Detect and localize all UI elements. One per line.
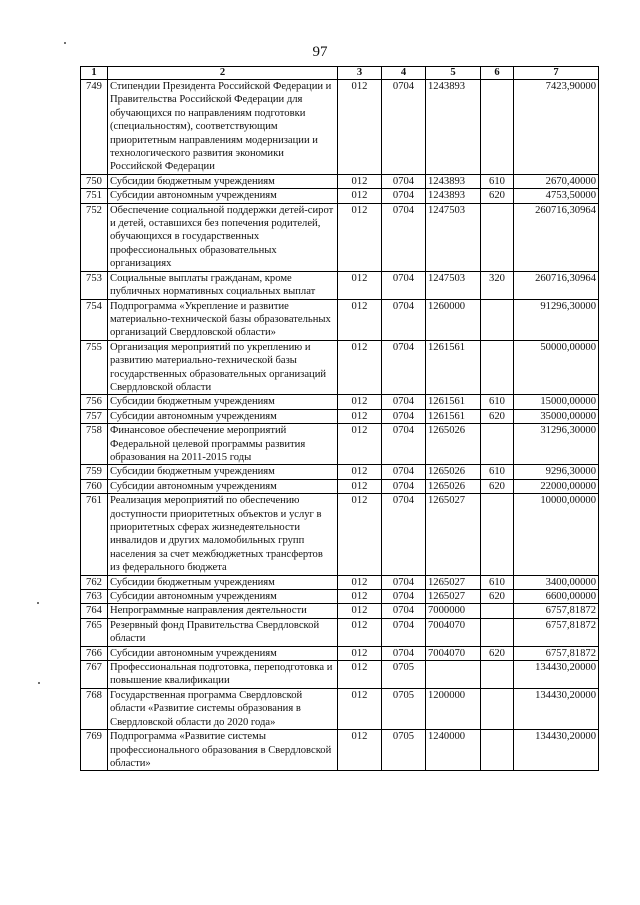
row-name: Профессиональная подготовка, переподготовка и повышение квалификации [108, 661, 338, 689]
table-row [81, 203, 599, 271]
cell-ministry-code: 012 [338, 299, 382, 340]
cell-ministry-code: 012 [338, 80, 382, 175]
cell-target-code: 1247503 [426, 271, 481, 299]
cell-target-code: 7004070 [426, 618, 481, 646]
table-header-row [81, 67, 599, 80]
cell-expense-type [481, 340, 514, 395]
cell-target-code: 1243893 [426, 189, 481, 203]
cell-amount: 22000,00000 [514, 479, 599, 493]
row-name: Стипендии Президента Российской Федерации и Правительства Российской Федерации для обучающихся по направлениям подготовки (специальностям), соответствующим приоритетным направлениям модернизации и технологического развития экономики Российской Федерации [108, 80, 338, 175]
row-name: Субсидии бюджетным учреждениям [108, 575, 338, 589]
cell-ministry-code: 012 [338, 479, 382, 493]
cell-ministry-code: 012 [338, 174, 382, 188]
cell-ministry-code: 012 [338, 575, 382, 589]
cell-amount: 31296,30000 [514, 424, 599, 465]
cell-amount: 134430,20000 [514, 661, 599, 689]
cell-section-code: 0704 [382, 618, 426, 646]
cell-amount: 7423,90000 [514, 80, 599, 175]
cell-amount: 134430,20000 [514, 688, 599, 729]
cell-section-code: 0705 [382, 661, 426, 689]
cell-ministry-code: 012 [338, 424, 382, 465]
table-row [81, 271, 599, 299]
row-number: 757 [81, 409, 108, 423]
cell-target-code [426, 661, 481, 689]
cell-expense-type: 620 [481, 479, 514, 493]
row-number: 750 [81, 174, 108, 188]
cell-section-code: 0704 [382, 189, 426, 203]
cell-amount: 260716,30964 [514, 271, 599, 299]
cell-expense-type: 620 [481, 409, 514, 423]
cell-amount: 134430,20000 [514, 730, 599, 771]
row-number: 763 [81, 590, 108, 604]
cell-expense-type: 620 [481, 189, 514, 203]
cell-ministry-code: 012 [338, 409, 382, 423]
cell-section-code: 0704 [382, 203, 426, 271]
cell-ministry-code: 012 [338, 271, 382, 299]
table-row [81, 604, 599, 618]
cell-target-code: 1200000 [426, 688, 481, 729]
cell-target-code: 1265027 [426, 575, 481, 589]
cell-expense-type: 610 [481, 395, 514, 409]
row-number: 765 [81, 618, 108, 646]
row-name: Субсидии автономным учреждениям [108, 590, 338, 604]
cell-ministry-code: 012 [338, 618, 382, 646]
cell-expense-type [481, 604, 514, 618]
cell-expense-type [481, 618, 514, 646]
row-name: Подпрограмма «Развитие системы профессионального образования в Свердловской области» [108, 730, 338, 771]
row-number: 761 [81, 494, 108, 575]
column-header: 3 [338, 67, 382, 80]
scan-dot [38, 682, 40, 684]
cell-section-code: 0704 [382, 409, 426, 423]
row-number: 749 [81, 80, 108, 175]
cell-target-code: 1243893 [426, 80, 481, 175]
cell-section-code: 0704 [382, 174, 426, 188]
cell-target-code: 7000000 [426, 604, 481, 618]
row-number: 758 [81, 424, 108, 465]
cell-amount: 35000,00000 [514, 409, 599, 423]
cell-section-code: 0704 [382, 271, 426, 299]
row-name: Субсидии бюджетным учреждениям [108, 174, 338, 188]
cell-section-code: 0704 [382, 604, 426, 618]
column-header: 6 [481, 67, 514, 80]
column-header: 2 [108, 67, 338, 80]
row-number: 762 [81, 575, 108, 589]
cell-target-code: 1265027 [426, 494, 481, 575]
row-number: 755 [81, 340, 108, 395]
row-number: 768 [81, 688, 108, 729]
cell-section-code: 0705 [382, 730, 426, 771]
cell-target-code: 7004070 [426, 646, 481, 660]
cell-ministry-code: 012 [338, 730, 382, 771]
table-row [81, 340, 599, 395]
column-header: 1 [81, 67, 108, 80]
cell-ministry-code: 012 [338, 661, 382, 689]
row-name: Субсидии автономным учреждениям [108, 479, 338, 493]
table-row [81, 479, 599, 493]
column-header: 4 [382, 67, 426, 80]
table-row [81, 661, 599, 689]
table-row [81, 688, 599, 729]
row-name: Субсидии бюджетным учреждениям [108, 465, 338, 479]
cell-amount: 6600,00000 [514, 590, 599, 604]
table-body [81, 80, 599, 771]
table-row [81, 424, 599, 465]
cell-amount: 4753,50000 [514, 189, 599, 203]
table-row [81, 646, 599, 660]
cell-ministry-code: 012 [338, 590, 382, 604]
row-number: 753 [81, 271, 108, 299]
row-number: 752 [81, 203, 108, 271]
row-name: Подпрограмма «Укрепление и развитие материально-технической базы образовательных организаций Свердловской области» [108, 299, 338, 340]
cell-amount: 260716,30964 [514, 203, 599, 271]
row-name: Обеспечение социальной поддержки детей-сирот и детей, оставшихся без попечения родителей, обучающихся в государственных профессиональных образовательных организациях [108, 203, 338, 271]
cell-expense-type [481, 688, 514, 729]
row-name: Финансовое обеспечение мероприятий Федеральной целевой программы развития образования на 2011-2015 годы [108, 424, 338, 465]
cell-amount: 10000,00000 [514, 494, 599, 575]
scan-dot [37, 602, 39, 604]
cell-ministry-code: 012 [338, 604, 382, 618]
cell-ministry-code: 012 [338, 688, 382, 729]
column-header: 7 [514, 67, 599, 80]
cell-expense-type: 610 [481, 465, 514, 479]
row-number: 767 [81, 661, 108, 689]
cell-target-code: 1261561 [426, 340, 481, 395]
cell-amount: 6757,81872 [514, 604, 599, 618]
row-name: Резервный фонд Правительства Свердловской области [108, 618, 338, 646]
row-number: 756 [81, 395, 108, 409]
row-number: 766 [81, 646, 108, 660]
table-row [81, 575, 599, 589]
table-row [81, 409, 599, 423]
cell-target-code: 1265026 [426, 479, 481, 493]
row-name: Субсидии бюджетным учреждениям [108, 395, 338, 409]
row-number: 759 [81, 465, 108, 479]
cell-section-code: 0704 [382, 479, 426, 493]
row-number: 760 [81, 479, 108, 493]
cell-section-code: 0704 [382, 424, 426, 465]
cell-amount: 2670,40000 [514, 174, 599, 188]
cell-ministry-code: 012 [338, 189, 382, 203]
row-number: 769 [81, 730, 108, 771]
row-number: 754 [81, 299, 108, 340]
column-header: 5 [426, 67, 481, 80]
row-number: 764 [81, 604, 108, 618]
row-name: Социальные выплаты гражданам, кроме публичных нормативных социальных выплат [108, 271, 338, 299]
cell-expense-type [481, 494, 514, 575]
cell-expense-type [481, 661, 514, 689]
cell-ministry-code: 012 [338, 203, 382, 271]
cell-target-code: 1260000 [426, 299, 481, 340]
cell-ministry-code: 012 [338, 465, 382, 479]
cell-section-code: 0704 [382, 80, 426, 175]
table-row [81, 395, 599, 409]
cell-section-code: 0704 [382, 646, 426, 660]
cell-expense-type: 610 [481, 174, 514, 188]
page-number: 97 [312, 44, 328, 60]
row-name: Субсидии автономным учреждениям [108, 409, 338, 423]
cell-amount: 91296,30000 [514, 299, 599, 340]
cell-target-code: 1265027 [426, 590, 481, 604]
cell-target-code: 1261561 [426, 395, 481, 409]
cell-section-code: 0704 [382, 494, 426, 575]
cell-section-code: 0704 [382, 590, 426, 604]
row-name: Реализация мероприятий по обеспечению доступности приоритетных объектов и услуг в приоритетных сферах жизнедеятельности инвалидов и других маломобильных групп населения за счет межбюджетных трансфертов из федерального бюджета [108, 494, 338, 575]
row-name: Субсидии автономным учреждениям [108, 189, 338, 203]
cell-expense-type [481, 299, 514, 340]
cell-section-code: 0704 [382, 299, 426, 340]
budget-table [80, 66, 599, 771]
cell-expense-type: 320 [481, 271, 514, 299]
cell-target-code: 1243893 [426, 174, 481, 188]
cell-amount: 6757,81872 [514, 646, 599, 660]
cell-target-code: 1240000 [426, 730, 481, 771]
row-name: Государственная программа Свердловской области «Развитие системы образования в Свердловской области до 2020 года» [108, 688, 338, 729]
row-name: Организация мероприятий по укреплению и развитию материально-технической базы государственных образовательных организаций Свердловской области [108, 340, 338, 395]
cell-target-code: 1247503 [426, 203, 481, 271]
cell-amount: 6757,81872 [514, 618, 599, 646]
cell-ministry-code: 012 [338, 395, 382, 409]
table-row [81, 494, 599, 575]
scan-dot [64, 42, 66, 44]
cell-section-code: 0704 [382, 575, 426, 589]
cell-section-code: 0705 [382, 688, 426, 729]
table-row [81, 590, 599, 604]
row-name: Субсидии автономным учреждениям [108, 646, 338, 660]
cell-amount: 3400,00000 [514, 575, 599, 589]
cell-expense-type: 610 [481, 575, 514, 589]
cell-ministry-code: 012 [338, 340, 382, 395]
table-row [81, 174, 599, 188]
cell-expense-type: 620 [481, 646, 514, 660]
cell-section-code: 0704 [382, 340, 426, 395]
cell-amount: 50000,00000 [514, 340, 599, 395]
cell-expense-type [481, 424, 514, 465]
cell-amount: 15000,00000 [514, 395, 599, 409]
cell-ministry-code: 012 [338, 494, 382, 575]
cell-ministry-code: 012 [338, 646, 382, 660]
row-name: Непрограммные направления деятельности [108, 604, 338, 618]
cell-section-code: 0704 [382, 465, 426, 479]
cell-expense-type [481, 203, 514, 271]
table-row [81, 618, 599, 646]
row-number: 751 [81, 189, 108, 203]
cell-section-code: 0704 [382, 395, 426, 409]
table-row [81, 730, 599, 771]
cell-target-code: 1261561 [426, 409, 481, 423]
table-row [81, 299, 599, 340]
cell-target-code: 1265026 [426, 465, 481, 479]
cell-expense-type: 620 [481, 590, 514, 604]
cell-target-code: 1265026 [426, 424, 481, 465]
table-row [81, 80, 599, 175]
cell-expense-type [481, 80, 514, 175]
table-row [81, 465, 599, 479]
cell-amount: 9296,30000 [514, 465, 599, 479]
table-row [81, 189, 599, 203]
cell-expense-type [481, 730, 514, 771]
